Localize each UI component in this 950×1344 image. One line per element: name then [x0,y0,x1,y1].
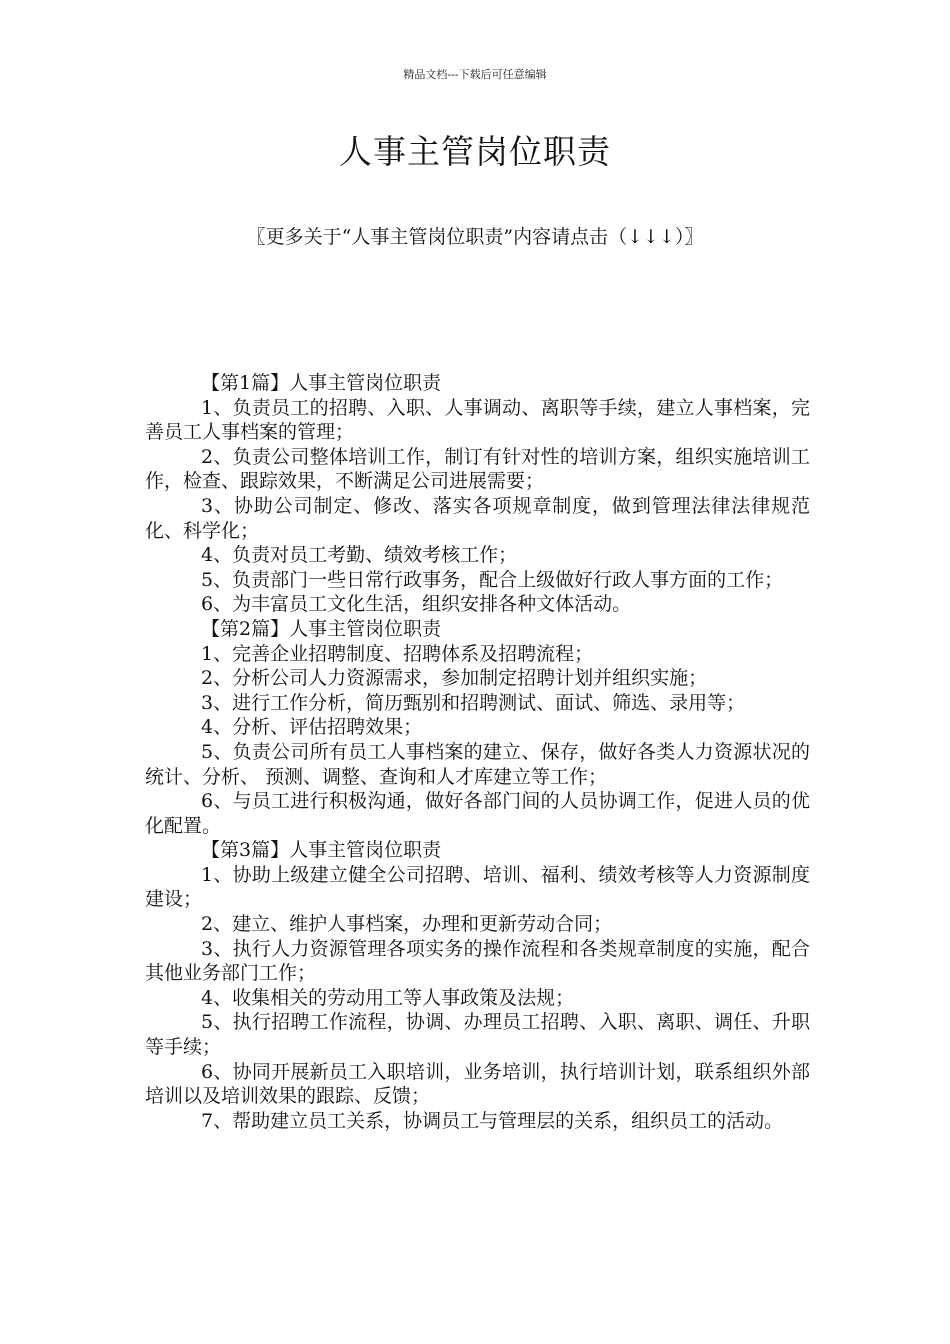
list-item: 1、协助上级建立健全公司招聘、培训、福利、绩效考核等人力资源制度建设； [145,863,810,911]
section-heading: 【第2篇】人事主管岗位职责 [201,617,442,640]
list-item: 2、分析公司人力资源需求，参加制定招聘计划并组织实施； [201,667,708,690]
section-heading: 【第1篇】人事主管岗位职责 [201,372,442,394]
list-item: 2、负责公司整体培训工作，制订有针对性的培训方案，组织实施培训工作，检查、跟踪效果，不断满足公司进展需要； [145,445,810,493]
list-item: 5、负责部门一些日常行政事务，配合上级做好行政人事方面的工作； [201,568,784,591]
list-item: 5、负责公司所有员工人事档案的建立、保存，做好各类人力资源状况的统计、分析、 预测、调整、查询和人才库建立等工作； [145,740,810,788]
list-item: 1、完善企业招聘制度、招聘体系及招聘流程； [201,642,594,665]
section-3 [145,838,810,1133]
list-item: 6、与员工进行积极沟通，做好各部门间的人员协调工作，促进人员的优化配置。 [145,790,810,837]
list-item: 1、负责员工的招聘、入职、人事调动、离职等手续，建立人事档案，完善员工人事档案的管理； [145,396,810,444]
more-content-link[interactable]: 〖更多关于“人事主管岗位职责”内容请点击（↓↓↓）〗 [246,226,704,248]
list-item: 3、进行工作分析，简历甄别和招聘测试、面试、筛选、录用等； [201,691,746,714]
list-item: 3、执行人力资源管理各项实务的操作流程和各类规章制度的实施，配合其他业务部门工作； [145,937,810,985]
section-2 [145,617,810,838]
header-note: 精品文档---下载后可任意编辑 [403,68,547,81]
list-item: 4、负责对员工考勤、绩效考核工作； [201,544,518,567]
list-item: 6、为丰富员工文化生活，组织安排各种文体活动。 [201,593,632,616]
document-title: 人事主管岗位职责 [339,132,611,171]
section-heading: 【第3篇】人事主管岗位职责 [201,839,442,862]
list-item: 2、建立、维护人事档案，办理和更新劳动合同； [201,913,613,936]
list-item: 4、分析、评估招聘效果； [201,716,423,739]
document-body [145,371,810,1133]
list-item: 6、协同开展新员工入职培训，业务培训，执行培训计划，联系组织外部培训以及培训效果的跟踪、反馈； [145,1060,810,1108]
list-item: 7、帮助建立员工关系，协调员工与管理层的关系，组织员工的活动。 [201,1109,784,1132]
list-item: 4、收集相关的劳动用工等人事政策及法规； [201,986,575,1009]
list-item: 3、协助公司制定、修改、落实各项规章制度，做到管理法律法律规范化、科学化； [145,494,810,542]
section-1 [145,371,810,617]
list-item: 5、执行招聘工作流程，协调、办理员工招聘、入职、离职、调任、升职等手续； [145,1011,810,1059]
